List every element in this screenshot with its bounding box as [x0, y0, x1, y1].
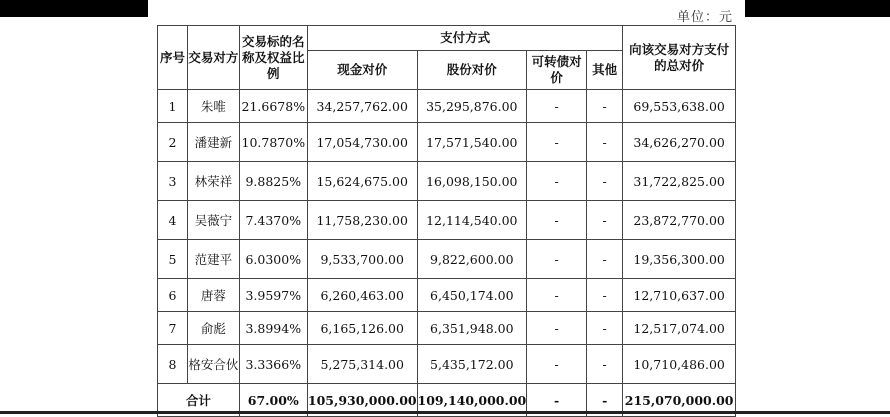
- cell-other: -: [587, 345, 623, 384]
- cell-cash: 5,275,314.00: [307, 345, 417, 384]
- cell-total: 19,356,300.00: [623, 240, 736, 279]
- cell-stock: 6,450,174.00: [417, 279, 527, 312]
- cell-convertible: -: [527, 123, 587, 162]
- table-row: [158, 201, 736, 240]
- cell-name: 俞彪: [187, 312, 239, 345]
- cell-convertible: -: [527, 90, 587, 123]
- cell-total: 69,553,638.00: [623, 90, 736, 123]
- cell-other: -: [587, 162, 623, 201]
- cell-cash: 6,165,126.00: [307, 312, 417, 345]
- transaction-consideration-table: [157, 25, 736, 417]
- unit-label: 单位：元: [677, 10, 734, 25]
- cell-total: 10,710,486.00: [623, 345, 736, 384]
- top-black-bar-right: [745, 0, 890, 17]
- cell-cash: 17,054,730.00: [307, 123, 417, 162]
- cell-total: 34,626,270.00: [623, 123, 736, 162]
- cell-other: -: [587, 312, 623, 345]
- header-payment: 支付方式: [307, 26, 622, 51]
- cell-cash: 6,260,463.00: [307, 279, 417, 312]
- cell-convertible: -: [527, 345, 587, 384]
- cell-other: -: [587, 123, 623, 162]
- cell-seq: 7: [158, 312, 188, 345]
- header-target: 交易标的名称及权益比例: [239, 26, 307, 90]
- cell-ratio: 3.3366%: [239, 345, 307, 384]
- header-other: 其他: [587, 51, 623, 90]
- header-cash: 现金对价: [307, 51, 417, 90]
- cell-stock: 16,098,150.00: [417, 162, 527, 201]
- total-amount: 215,070,000.00: [623, 384, 736, 417]
- cell-seq: 3: [158, 162, 188, 201]
- table-row: [158, 345, 736, 384]
- cell-convertible: -: [527, 279, 587, 312]
- header-convertible: 可转债对价: [527, 51, 587, 90]
- table-row: [158, 279, 736, 312]
- total-other: -: [587, 384, 623, 417]
- header-total: 向该交易对方支付的总对价: [623, 26, 736, 90]
- cell-name: 吴薇宁: [187, 201, 239, 240]
- cell-seq: 8: [158, 345, 188, 384]
- cell-other: -: [587, 240, 623, 279]
- cell-stock: 17,571,540.00: [417, 123, 527, 162]
- cell-cash: 34,257,762.00: [307, 90, 417, 123]
- cell-seq: 4: [158, 201, 188, 240]
- cell-stock: 6,351,948.00: [417, 312, 527, 345]
- total-label: 合计: [158, 384, 240, 417]
- cell-ratio: 3.9597%: [239, 279, 307, 312]
- cell-other: -: [587, 90, 623, 123]
- cell-ratio: 21.6678%: [239, 90, 307, 123]
- cell-cash: 9,533,700.00: [307, 240, 417, 279]
- cell-cash: 15,624,675.00: [307, 162, 417, 201]
- top-black-bar-left: [0, 0, 148, 17]
- cell-stock: 5,435,172.00: [417, 345, 527, 384]
- header-stock: 股份对价: [417, 51, 527, 90]
- total-cash: 105,930,000.00: [307, 384, 417, 417]
- total-convertible: -: [527, 384, 587, 417]
- cell-name: 林荣祥: [187, 162, 239, 201]
- total-stock: 109,140,000.00: [417, 384, 527, 417]
- cell-ratio: 10.7870%: [239, 123, 307, 162]
- table-row: [158, 240, 736, 279]
- cell-total: 12,517,074.00: [623, 312, 736, 345]
- cell-cash: 11,758,230.00: [307, 201, 417, 240]
- cell-seq: 1: [158, 90, 188, 123]
- table-row: [158, 312, 736, 345]
- cell-name: 唐蓉: [187, 279, 239, 312]
- cell-ratio: 3.8994%: [239, 312, 307, 345]
- cell-convertible: -: [527, 162, 587, 201]
- cell-name: 格安合伙: [187, 345, 239, 384]
- cell-convertible: -: [527, 240, 587, 279]
- cell-stock: 35,295,876.00: [417, 90, 527, 123]
- cell-name: 朱唯: [187, 90, 239, 123]
- cell-stock: 9,822,600.00: [417, 240, 527, 279]
- cell-name: 潘建新: [187, 123, 239, 162]
- cell-seq: 2: [158, 123, 188, 162]
- total-ratio: 67.00%: [239, 384, 307, 417]
- table-row: [158, 162, 736, 201]
- cell-other: -: [587, 279, 623, 312]
- cell-convertible: -: [527, 201, 587, 240]
- cell-convertible: -: [527, 312, 587, 345]
- cell-ratio: 7.4370%: [239, 201, 307, 240]
- cell-seq: 6: [158, 279, 188, 312]
- cell-ratio: 6.0300%: [239, 240, 307, 279]
- cell-stock: 12,114,540.00: [417, 201, 527, 240]
- cell-other: -: [587, 201, 623, 240]
- table-row: [158, 90, 736, 123]
- header-seq: 序号: [158, 26, 188, 90]
- cell-total: 12,710,637.00: [623, 279, 736, 312]
- header-party: 交易对方: [187, 26, 239, 90]
- cell-ratio: 9.8825%: [239, 162, 307, 201]
- cell-seq: 5: [158, 240, 188, 279]
- cell-name: 范建平: [187, 240, 239, 279]
- cell-total: 23,872,770.00: [623, 201, 736, 240]
- cell-total: 31,722,825.00: [623, 162, 736, 201]
- table-row: [158, 123, 736, 162]
